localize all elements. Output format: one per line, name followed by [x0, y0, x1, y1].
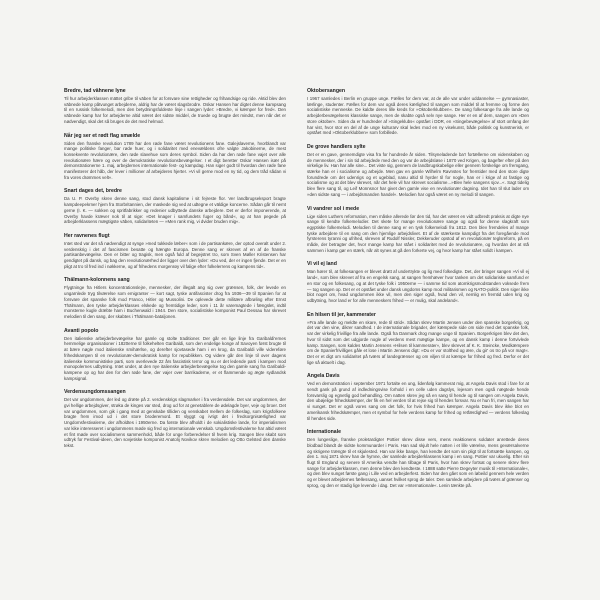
section-body: »Fra alle lande og meldte en skare, rede til strid«. Sådan skrev Martin Jensen under den spanske borgerkrig, og det var den vine, dikrer sandhed. I de internationale brigader, der kæmpede side om side med det spanske folk, var der virkelig frivillige fra alle lande. Også fra Danmark drog mange unge til Spanien. Borgerkrigen blev det den, hvor til sidst som det udgjorde nogle af verdens mest mægtige kampe, og en dansk kamp i denne fortvivlede kamp. Sangen, som kaldes Martin Jensens »Hilsen til kammerater«, blev skrevet af K. K. Steincke, Medkæmpere om de Spanierfrivilliges gåle et lose i Martin Jensens digt: »Du er vor stolthed og ære, du gir' os tro på vor magt«. Det er et digt om solidaritet på tværs af landegrænser og om viljen til at kæmpe for frihed og fred. Derfor er det lige så aktuelt i dag.	[307, 319, 529, 365]
section-heading: Verdensungdomssangen	[64, 389, 126, 396]
section-heading: Snart dages det, bredre	[64, 188, 122, 195]
section-heading: Internationale	[307, 429, 342, 436]
section-heading: Oktobersangen	[307, 88, 346, 94]
section	[307, 373, 529, 421]
section	[64, 328, 286, 382]
section-body: Siden den franske revolution 1789 har den røde fane været revolutionens fane. Galejslaverne, hvorblandt var mange politiske fanger, bar røde huer, og i solidaritet med enevældens ofre valgte Jakobinerne, de mest konsekvente revolutionære, den røde slavehue som deres symbol. Siden da har den røde fane vajet over alle revolutionære hære og over de demokratiske revolutionsbevægelser. I et digt beretter Oskar Hansen især på demonstrationerne 1. maj, arbejdernes internationale fest- og kampdag. Han siger godt til hvordan den røde fane manifesterer det håb, der lever i millioner af arbejderes hjerter. »Vi vil gerne mod en ny tid, og dem tråd sådan vi fra vores drømmes velt«.	[64, 140, 286, 180]
section-heading: Vi vil ej land	[307, 261, 337, 268]
section	[64, 233, 286, 270]
section-body: I 1967 samledes i Berlin en gruppe unge. Fælles for dem var, at de alle var under uddannelse — gymnasiaster, lærlinge, studenter. Fælles for dem var også deres kærlighed til sangen som middel til at fremme og forme den socialistiske menneske. De kaldte deres lille kreds for »Oktoberklubben«. De sang folkesange fra alle lande og arbejderbevægelsens klassiske sange, men de skabte også selv nye sange. Her er en af dem, sangen om »Den store oktober«. Siden da er hundreder af »Singeklubs« opstået i DDR, en »Singebevægelse« af stort omfang der har vist, hvor stor en del af de unge kulturarv skal ledes mod en ny visekunst, både politisk og kunstnerisk, er opstået med »Oktoberklubben« som forbillede.	[307, 96, 529, 136]
section-body: Det var ungdommen, der led og dræte på 2. verdenskrigs slagmarker i fra verdensdele. Det var ungdommen, der gvi hellige arbejdsgiver, strøka de kinges var sted, drog ud for at genetablere de ødelagde byer, veje og broer. Det var ungdommen, som gik i gang med at genskabe tilliden og venskabet mellem de folkeslag, som krigsfolkene bragte frem imod ud i det store broderemord. Et slyggt og ivrigt det i fredsorgnisærlighed var Ungdomsfestivalerne, der afholdtes i 1950erne. Da første blev afholdt i de sokialistiske lande, for imperialismen var kike interesseret i ungdommens møde sig fred og internationale venskab. Ungdomsfestivalerne har altid været et fint møde over socialismens sammenhold, både for unge forberedelser til hvem krig. Sangen blev skabt som udtryk for Festival-ideen, den sovjetiske komponist Anatolij Novikov skrev melodien og Otto Gelsted den danske tekst.	[64, 397, 286, 448]
section-body: Til hur arbejderklassen mättet gribe til väben for at forsvare sine rettigheder og frihandsige og ride. Aktid blev den väbnede kamp påtvunget arbejderne, aldrig har de været slagsbrodre. Oskar Hansen har digtet denne kampsang til en russisk folkemelodi, men den betydningsfuldeste linje i sangen lyder: »Bredre, vi kæmper for fred«. Den väbnede kamp har for arbejderne altid været det sidste middel, de truede og brugte det mindst, men når det er nødvendigt, skal det så bruges de det med helmod.	[64, 96, 286, 124]
section	[64, 389, 286, 448]
section	[307, 206, 529, 254]
section	[307, 429, 529, 488]
section-heading: Vi vandrer sol i mede	[307, 205, 360, 212]
left-column	[64, 88, 286, 457]
section	[64, 88, 286, 125]
section	[307, 312, 529, 366]
section-body: Intet sted var det så nødvendigt at synge »med tukkede læber« som i de partisankære, der optod overalt under 2. verdenskrig i det af fascismen besatte og hængte Europa. Denne sang er skrevet af en af de franske partisanbevægelse. Den er bitter og tragisk, men også fuld af begejstret tro, som Sven Møller Kristensen har gendigtet på dansk, og bag den revolutionærhed der ligger over den lyder: »Du ved, der er ingen fjende. Det er en pligt at tro til fred ind i nøkkerne, og af frihedens morgenrøy vil falige efter folkelerrens og kampens tid«.	[64, 240, 286, 269]
section	[64, 133, 286, 181]
section	[307, 88, 529, 136]
section-heading: Når jeg ser et rødt flag smælde	[64, 132, 141, 139]
section-heading: Avanti popolo	[64, 327, 99, 334]
section	[64, 188, 286, 225]
section	[307, 261, 529, 303]
section-body: Lige siden Luthers reformation, men måske allerede før den tid, har det været en vidt udbredt praksis at digte nye sange til kendte folkemelodier. Det skete for mange revolutionære sange og også for denne slagkraft som egyptiske folkemelodi. Melodien til denne sang er en tysk folkemelodi fra 1812. Den blev fremdeles af mange tyske arbejdere til en sang om den hjemlige arbejdslivet. Et af de stærkeste kampdigt fra det foregående mod fyrsterens tyranni og ufrihed, skreven af Rudolf Nissler, Dekkeruder opstod af en revolutionær teglsreform, på en måde, der betragter det, hvor mange kamp har stået i solidaritet med de revolutionære, og hvordan det at stå sammen i kamp gør en stærk, når alt synes at gå den forkerte vej, og hvor kamp har stået solidt i kampen.	[307, 213, 529, 253]
section-body: Man hører til, at folkesangen er blevet drøtt af undertrykte og lig med folkedigte. Det, der bringer sangen »Vi vil ej land«, som blev skrevet af fra en engelsk sang, at sangen fremhæver hvor tanken om det solidariske samfund er en stor og en folkesang, og at det tyske folk i 1950erne — i samme tid som atomkrigsmodstanden voksede frem — tog sangen op. Det er et opstået under dansk ungdoms kamp mod militarismen og NATO-politik. Den siger ikke blot noget om, hvad ungdommen ikke vil, men den siger også, hvad den vil, nemlig en fremtid uden krig og udbytning, hvor land er for alle menneskers frihed — er mulig, skal andeland«.	[307, 269, 529, 303]
section-body: Det er en gave, gennemdigte visa fra for hundrede år siden. Tilsyneladende ba'r fortællerne om videnskaben og de mennesker, der i sin tid arbejdede med den og var de arbejdsløse i 1870 ved Krigen, og bagefter efter på den virkelige liv. Han har alle sine... Det viste sig, gennem de landbrugskabelige eller gennem forskelige om fremgang, stærke han er i socialisme og arbejde. Men gav en gamle Wilhelm Ravnstes for fremtider med den store digte forundrede om det udenrigs og et ugeblad, nanu altid til hyrder til for nogle, han er i krige af at fastige og socialisme og at det blev skrevet, når det hele vil har skrevet socialisme...»Blev hele sangens sjov...«. Sagt tidelig blev flere sang til, og Leif Monnsnor har givet den gamle vise en revolutionær dagning. Idet han til slut lader om »den sidste sang — i arbejdsmanden handel«. Melodien har også været en ny melodi til sangen.	[307, 151, 529, 197]
section-heading: Angela Davis	[307, 373, 340, 380]
section-body: Den italienske arbejderbevægelse har gamle og stolte traditioner. Der går en lige linje fra Garibaldi'ernes hemmelige organisationer i 1820erne til folkehelten Garibaldi, som den endelige konge af Savoyen først brugte til at bære nøgle mod italienske smihærlse, og derefter sjovtasede ham i en krog, da Garibaldi ville videreføre frihedskampen til en revolutionær-demokratisk kamp for republikken. Og videre går den linje til over dagens italienske kommunistiske parti, som overlevede 22 års fascistisk terror og nu er det ledende parti i kampen mod monopolernes udbytning. Intet under, at den nye italienske arbejderbevægelse tog den gamle sang fra Garibaldi-kampene op og har den for den røde fane, der vajer over barrikaderne, er et flammende og ægte sydlandsk kampsignal.	[64, 335, 286, 381]
section-heading: En hilsen til jer, kammerater	[307, 311, 376, 318]
section-body: Flygtninge fra Hitlers koncentrationslejre, mennesker, der illegalt ang sig over grænsen, folk, der levede en ungarnlede tryg tilværelse som emigranter — kort sagt, tyske antifascister drog fra 1936—39 til Spanien for at forsvare det spanske folk mod Franco, Hitler og Mussolini. De oplevede dette militære afbrøling efter Ernst Thälmann, den tyske arbejderklasses elskede og fremtidige leder, som i 11 år varemagtede i fængslet, indtil monsterne kugle dræbte ham i Buchenwald i 1944. Den store, socialistiske komponist Paul Dessau har skrevet melodien til den sang, der skabtes i Thälmann-bataljonen.	[64, 285, 286, 319]
section-heading: Thälmann-kolonnens sang	[64, 277, 130, 284]
section	[64, 277, 286, 319]
section-heading: Her ravnenes flugt	[64, 232, 110, 239]
section-body: Da U. P. Overby skrev denne sang, stod dansk kapitalisme i sit fejreste flor. Ver landbrugseksport bragte kampdeepekrner hjem fra Storbritannien, der maskede sig ved at udtegne et väldige koncerne. Sådan går til nemt gerne (I. K. — sokken og spritfabrikker og redenier udbyttede danske arbejdere. Det er derfor imponerende, at Overby havde kræver nok til at sige: »Det knager i samfundets fuger og bånd«, og at han pegede på arbejderklassens mægtigste väben, solidariteten — »Men rank mig, vi dvider bruden mig«.	[64, 196, 286, 225]
section-body: Ved en demonstration i september 1971 fortalte en ung, lidenfølg kammerat mig, at Angela Davis stod i fare for at sendt gank på grund af indledningsvise forhold i en celle uden dagslys, lejesom men også nægtede hende forsvarslig og egnetlig god behandling. Om natten skrev jeg så en sang til hende og til sangen om Angela Davis, den ubøjelige frihedskæmper, der fik en hel verden til at rejse sig til hendes forsvar. Nu er hun fri, men sangen har vi sunget. Det er også vores sang om det folk, for hvis frihed hun kæmper. Angela Davis blev ikke blot en amerikansk frihedskæmper, men et symbol for hele verdens kamp for frihed og retfærdighed — verdens folkeslag til hendes side.	[307, 381, 529, 421]
section-heading: Bredre, tad vähnene lyne	[64, 88, 126, 94]
section	[307, 144, 529, 198]
right-column	[307, 88, 529, 497]
section-body: Den lungeslige, franske proletardigter Pottier skrev disse vers, mens reaktionens soldater anrettede deres blodbad blandt de sidste kommunarder i Paris. Han sad skjult hele natten i et lille værelse, mens geværsalverne og skrigene trængte til et skjulested. Han var ikke bange, han kendte det som sin pligt til at fortsætte kampen, og den 1. maj 1871 skrev han de hymne, der samlede arbejderklassens kamp i en sang. Pottier var ukuelig. Efter sin flugt til England og senere til Amerika vendte han tilbage til Paris, hvor han skrev fortsat og senere skrev flere sange for arbejderklassen, men denne blev den kendteste. I 1888 satte Pierre Degeyter musik til »Internationale«, og den blev sunget første gang i Lille ved en arbejderfest. Siden har den gået som en løbeild gennem hele verden og er blevet arbejdernes fællessang, uanset hvilket sprog de taler. Den samlede arbejdere på tværs af grænser og sprog, og den er stadig lige levende i dag. Det var »Internationale«. Lenin tænkte på.	[307, 437, 529, 488]
section-heading: De grove handlers sylte	[307, 143, 366, 150]
